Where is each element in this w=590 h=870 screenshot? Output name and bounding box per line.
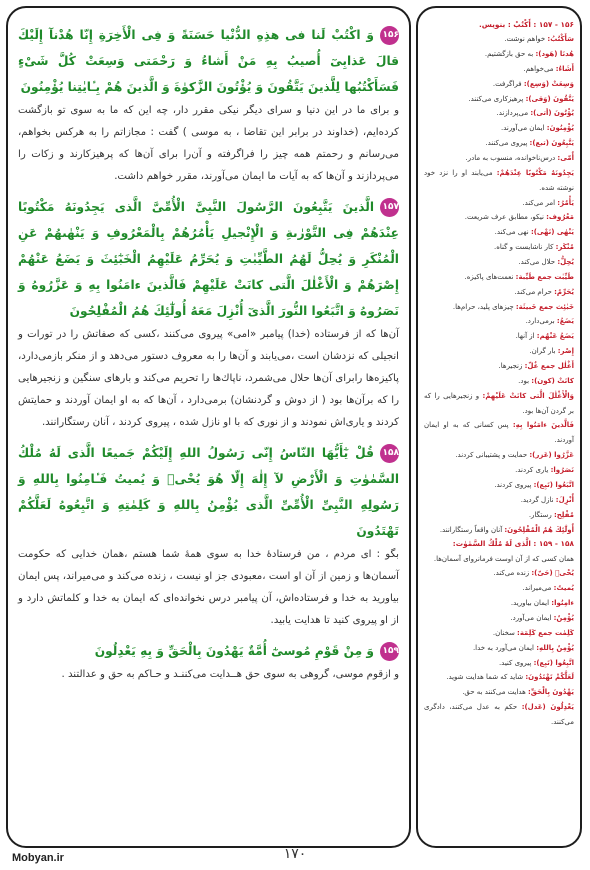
glossary-term: يُؤْمِنُ بِاللهِ: bbox=[536, 643, 574, 652]
glossary-term: يَهْدُونَ بِالْحَقِّ: bbox=[528, 688, 574, 697]
glossary-definition: ايمان مى‌آورد. bbox=[510, 613, 554, 622]
glossary-definition: رستگار. bbox=[528, 510, 554, 519]
glossary-entry bbox=[424, 463, 574, 478]
site-label: Mobyan.ir bbox=[12, 852, 64, 864]
glossary-entry bbox=[424, 121, 574, 136]
glossary-definition: و زنجيرهايى را كه بر گردن آن‌ها بود. bbox=[424, 391, 574, 415]
glossary-definition: مى‌پردازند. bbox=[496, 109, 531, 118]
glossary-definition: مى‌خواهم. bbox=[523, 64, 556, 73]
glossary-definition: فراگرفت. bbox=[492, 79, 524, 88]
verse-arabic bbox=[18, 638, 399, 664]
verse-arabic bbox=[18, 440, 399, 544]
verse-translation: و براى ما در اين دنيا و سراى ديگر نيكى مقرر دار، چه اين كه ما به سوى تو بازگشت كرده‌ايم، (خداوند در برابر اين تقاضا ، به موسى ) گفت : مجازاتم را به هركس بخواهم، مى‌رسانم و رحمتم همه چيز را فراگرفته و آن‌را براى آن‌ها كه پرهيزكارند و زكات را مى‌پردازند و آن‌ها كه به آيات ما ايمان مى‌آورند، مقرر خواهم داشت. bbox=[18, 105, 399, 182]
glossary-entry bbox=[424, 656, 574, 671]
glossary-entry bbox=[424, 196, 574, 211]
glossary-definition: خواهم نوشت. bbox=[504, 35, 548, 44]
verse-arabic-text: قُلْ يٰٓأَيُّهَا النّاسُ إِنّى رَسُولُ اللهِ إِلَيْكُمْ جَميعًا الَّذى لَهُ مُلْكُ السَّمٰوٰتِ وَ الْأَرْضِ لآ إِلٰهَ إِلّا هُوَ يُحْىٖ وَ يُميتُ فَـٔامِنُوا بِاللهِ وَ رَسُولِهِ النَّبِىِّ الْأُمِّىِّ الَّذى يُؤْمِنُ بِاللهِ وَ كَلِمٰتِهِ وَ اتَّبِعُوهُ لَعَلَّكُمْ تَهْتَدُونَ bbox=[18, 446, 399, 538]
verse-translation: آن‌ها كه از فرستاده (خدا) پيامبر «امى» پيروى مى‌كنند ،كسى كه صفاتش را در تورات و انجيلى كه نزدشان است ،مى‌يابند و آن‌ها را به معروف دستور مى‌دهد و از منكر بازمى‌دارد، پاكيزه‌ها رابراى آن‌ها حلال مى‌شمرد، ناپاك‌ها را تحريم مى‌كند و بارهاى سنگين و زنجيرهايى را كه برآن‌ها بود ( از دوش و گردنشان) برمى‌دارد ، آن‌ها كه به او ايمان آوردند و حمايتش كردند و يارى‌اش نمودند و از نورى كه با او نازل شده ، پيروى كردند ، آنان رستگارانند. bbox=[18, 329, 399, 428]
glossary-entry bbox=[424, 418, 574, 448]
verse-number-badge: ۱۵۷ bbox=[380, 198, 399, 217]
glossary-definition: پيروى مى‌كنند. bbox=[485, 139, 530, 148]
verse-arabic-text: وَ مِنْ قَوْمِ مُوسىٰٓ أُمَّةٌ يَهْدُونَ بِالْحَقِّ وَ بِهِ يَعْدِلُونَ bbox=[94, 644, 374, 658]
glossary-entry bbox=[424, 62, 574, 77]
glossary-term: يُحَرِّمُ: bbox=[554, 287, 574, 296]
glossary-definition: حلال مى‌كند. bbox=[518, 258, 558, 267]
glossary-definition: زنده مى‌كند. bbox=[493, 569, 532, 578]
glossary-definition: چيزهاى پليد، حرام‌ها. bbox=[452, 302, 516, 311]
glossary-entry bbox=[424, 240, 574, 255]
glossary-entry bbox=[424, 596, 574, 611]
glossary-entry bbox=[424, 389, 574, 419]
glossary-definition: پرهيزكارى مى‌كنند. bbox=[468, 94, 526, 103]
glossary-entry bbox=[424, 508, 574, 523]
glossary-definition: سخنان. bbox=[492, 628, 518, 637]
page-number: ۱۷۰ bbox=[283, 846, 307, 862]
glossary-term: أُنْزِلَ: bbox=[555, 495, 574, 504]
glossary-term: يَتَّبِعُونَ (تبع): bbox=[529, 139, 574, 148]
glossary-definition: شايد كه شما هدايت شويد. bbox=[446, 673, 526, 682]
verses-panel bbox=[6, 6, 411, 848]
glossary-definition: بود. bbox=[518, 376, 532, 385]
glossary-entry bbox=[424, 581, 574, 596]
glossary-entry bbox=[424, 329, 574, 344]
glossary-term: أُمّى: bbox=[557, 154, 574, 163]
glossary-entry bbox=[424, 448, 574, 463]
glossary-definition: حكم به عدل مى‌كنند، دادگرى مى‌كنند. bbox=[424, 703, 574, 726]
glossary-term: يُؤْمِنُونَ: bbox=[546, 124, 574, 133]
glossary-definition: پس كسانى كه به او ايمان آوردند. bbox=[424, 421, 574, 445]
glossary-entry bbox=[424, 552, 574, 567]
glossary-entry bbox=[424, 92, 574, 107]
glossary-definition: پيروى كنيد. bbox=[498, 658, 534, 667]
glossary-definition: پيروى كردند. bbox=[494, 480, 534, 489]
glossary-entry bbox=[424, 47, 574, 62]
glossary-definition: نازل گرديد. bbox=[520, 495, 556, 504]
glossary-term: يُؤْتُونَ (أتى): bbox=[530, 109, 574, 118]
glossary-term: اتَّبَعُوا (تَبِع): bbox=[533, 480, 574, 489]
glossary-range-heading: ۱۵۸ - ۱۵۹ : الَّذى لَهُ مُلْكُ السَّمٰوٰت: bbox=[452, 539, 574, 549]
verse-number-badge: ۱۵۹ bbox=[380, 642, 399, 661]
glossary-entry bbox=[424, 374, 574, 389]
glossary-entry bbox=[424, 523, 574, 538]
glossary-entry bbox=[424, 151, 574, 166]
glossary-entry bbox=[424, 566, 574, 581]
glossary-term: مُفْلِح: bbox=[553, 510, 574, 519]
glossary-definition: ايمان مى‌آورند. bbox=[500, 124, 547, 133]
glossary-entry bbox=[424, 314, 574, 329]
glossary-term: فَالَّذينَ ءامَنُوا بِهِ: bbox=[512, 421, 574, 430]
glossary-entry bbox=[424, 493, 574, 508]
glossary-entry bbox=[424, 106, 574, 121]
glossary-definition: آنان واقعاً رستگارانند. bbox=[439, 525, 505, 534]
glossary-definition: بار گران. bbox=[529, 347, 558, 356]
verse-block bbox=[18, 440, 399, 632]
verse-block bbox=[18, 22, 399, 188]
glossary-entry bbox=[424, 478, 574, 493]
glossary-entry bbox=[424, 225, 574, 240]
verse-arabic-text: الَّذينَ يَتَّبِعُونَ الرَّسُولَ النَّبِىَّ الْأُمِّىَّ الَّذى يَجِدُونَهُ مَكْتُوبًا عِنْدَهُمْ فِى التَّوْرٰىةِ وَ الْإِنْجيلِ يَأْمُرُهُمْ بِالْمَعْرُوفِ وَ يَنْهٰىهُمْ عَنِ الْمُنْكَرِ وَ يُحِلُّ لَهُمُ الطَّيِّبٰتِ وَ يُحَرِّمُ عَلَيْهِمُ الْخَبٰٓئِثَ وَ يَضَعُ عَنْهُمْ إِصْرَهُمْ وَ الْأَغْلٰلَ الَّتى كانَتْ عَلَيْهِمْ فَالَّذينَ ءامَنُوا بِهِ وَ عَزَّرُوهُ وَ نَصَرُوهُ وَ اتَّبَعُوا النُّورَ الَّذىٓ أُنْزِلَ مَعَهُ أُولٰٓئِكَ هُمُ الْمُفْلِحُونَ bbox=[18, 200, 399, 318]
glossary-definition: نيكو، مطابق عرف شريعت. bbox=[464, 213, 547, 222]
glossary-definition: يارى كردند. bbox=[515, 466, 551, 475]
glossary-entry bbox=[424, 32, 574, 47]
glossary-entry bbox=[424, 77, 574, 92]
glossary-term: كَلِمٰت جمع كَلِمَة: bbox=[517, 628, 574, 637]
glossary-definition: مى‌يابند او را نزد خود نوشته شده. bbox=[424, 168, 574, 192]
glossary-term: سَأَكْتُبُ: bbox=[547, 35, 574, 44]
glossary-term: يَتَّقُونَ (وَقى): bbox=[525, 94, 574, 103]
glossary-term: يَضَعُ عَنْهُم: bbox=[536, 332, 574, 341]
glossary-term: ءامِنُوا: bbox=[551, 599, 574, 608]
glossary-entry bbox=[424, 670, 574, 685]
verse-block bbox=[18, 194, 399, 434]
glossary-term: لَعَلَّكُمْ تَهْتَدُونَ: bbox=[525, 673, 574, 682]
glossary-term: مَعْرُوف: bbox=[546, 213, 574, 222]
glossary-entry bbox=[424, 626, 574, 641]
glossary-term: طَيِّبٰت جمع طَيِّبة: bbox=[515, 272, 574, 281]
glossary-panel bbox=[416, 6, 582, 848]
glossary-term: أَغْلٰل جمع غُلّ: bbox=[524, 362, 574, 371]
glossary-definition: امر مى‌كند. bbox=[522, 198, 558, 207]
glossary-term: نَصَرُوا: bbox=[550, 466, 574, 475]
glossary-definition: از آنها. bbox=[515, 332, 537, 341]
glossary-term: يَأْمُرُ: bbox=[557, 198, 574, 207]
glossary-definition: به حق بازگشتيم. bbox=[484, 50, 536, 58]
glossary-term: هُدنَا (هَود): bbox=[535, 50, 574, 58]
glossary-term: عَزَّرُوا (عَزر): bbox=[529, 451, 574, 460]
glossary-term: يَجِدُونَهُ مَكْتُوبًا عِنْدَهُمْ: bbox=[496, 168, 574, 177]
glossary-entry bbox=[424, 136, 574, 151]
verse-translation: بگو : اى مردم ، من فرستادۀ خدا به سوى همۀ شما هستم ،همان خدايى كه حكومت آسمان‌ها و زمين از آن او است ،معبودى جز او نيست ، زنده مى‌كند و مى‌ميراند، پس ايمان بياوريد به خدا و فرستاده‌اش، آن پيامبر درس نخوانده‌اى كه ايمان به خدا و كلماتش دارد و از او پيروى كنيد تا هدايت يابيد. bbox=[18, 549, 399, 626]
verse-number-badge: ۱۵۶ bbox=[380, 26, 399, 45]
glossary-term: يُحْىٖ (حَىّ): bbox=[531, 569, 574, 578]
glossary-definition: برمى‌دارد. bbox=[525, 317, 557, 326]
glossary-definition: درس‌نا‌خوانده، منسوب به مادر. bbox=[465, 154, 558, 163]
glossary-list bbox=[424, 18, 574, 838]
glossary-definition: ايمان بياوريد. bbox=[510, 599, 552, 608]
glossary-term: كانَتْ (كون): bbox=[531, 376, 574, 385]
verse-block bbox=[18, 638, 399, 686]
glossary-entry bbox=[424, 255, 574, 270]
glossary-term: وَالْأَغْلٰلَ الَّتى كانَتْ عَلَيْهِمْ: bbox=[482, 391, 575, 400]
verse-number-badge: ۱۵۸ bbox=[380, 444, 399, 463]
glossary-term: وَسِعَتْ (وَسِع): bbox=[523, 79, 574, 88]
glossary-term: يُميتُ: bbox=[553, 584, 574, 593]
glossary-term: أُولٰٓئِكَ هُمُ الْمُفْلِحُونَ: bbox=[504, 525, 574, 534]
glossary-definition: حمايت و پشتيبانى كردند. bbox=[455, 451, 530, 460]
glossary-entry bbox=[424, 611, 574, 626]
glossary-term: يَعْدِلُونَ (عَدل): bbox=[521, 703, 574, 712]
glossary-entry bbox=[424, 166, 574, 196]
verse-arabic bbox=[18, 194, 399, 324]
verse-translation: و ازقوم موسى، گروهى به سوى حق هــدايت مى‌كننـد و حـاكم به حق و عدالتند . bbox=[61, 669, 399, 680]
glossary-term: أَشَاءُ: bbox=[555, 64, 574, 73]
glossary-term: يَضَعُ: bbox=[556, 317, 574, 326]
glossary-term: يُؤْمِنُ: bbox=[553, 613, 574, 622]
glossary-term: خَبٰئِث جمع خَبيثَة: bbox=[515, 302, 574, 311]
glossary-entry bbox=[424, 685, 574, 700]
glossary-entry bbox=[424, 210, 574, 225]
glossary-entry bbox=[424, 641, 574, 656]
verses-list bbox=[18, 22, 399, 836]
glossary-entry bbox=[424, 359, 574, 374]
glossary-definition: زنجيرها. bbox=[498, 362, 525, 371]
glossary-definition: همان كسى كه از آن اوست فرمانرواى آسمان‌ها. bbox=[433, 554, 574, 563]
glossary-definition: كار ناشايست و گناه. bbox=[494, 243, 556, 252]
glossary-entry bbox=[424, 270, 574, 285]
verse-arabic bbox=[18, 22, 399, 100]
glossary-definition: حرام مى‌كند. bbox=[514, 287, 555, 296]
glossary-definition: نعمت‌هاى پاكيزه. bbox=[464, 272, 516, 281]
glossary-definition: ايمان مى‌آورد به خدا. bbox=[472, 643, 537, 652]
glossary-definition: مى‌ميراند. bbox=[522, 584, 554, 593]
glossary-range-heading: ۱۵۶ - ۱۵۷ : أَكْتُبْ : بنويس. bbox=[478, 20, 574, 29]
glossary-entry bbox=[424, 344, 574, 359]
glossary-entry bbox=[424, 300, 574, 315]
glossary-term: إِصْر: bbox=[557, 347, 574, 356]
glossary-entry bbox=[424, 285, 574, 300]
glossary-definition: نهى مى‌كند. bbox=[494, 228, 531, 237]
glossary-term: يَنْهٰى (نَهْى): bbox=[530, 228, 574, 237]
glossary-term: مُنْكَر: bbox=[555, 243, 574, 252]
verse-arabic-text: وَ اكْتُبْ لَنا فى هذِهِ الدُّنْيا حَسَنَةً وَ فِى الْأَخِرَةِ إِنّا هُدْنآ إِلَيْكَ قالَ عَذابِىٓ أُصيبُ بِهِ مَنْ أَشاءُ وَ رَحْمَتى وَسِعَتْ كُلَّ شَىْءٍ فَسَأَكْتُبُها لِلَّذينَ يَتَّقُونَ وَ يُؤْتُونَ الزَّكوٰةَ وَ الَّذينَ هُمْ بِـٔايٰتِنا يُؤْمِنُونَ bbox=[18, 28, 399, 94]
glossary-term: يُحِلُّ: bbox=[557, 258, 574, 267]
glossary-term: اتَّبِعُوا (تَبِع): bbox=[533, 658, 574, 667]
glossary-entry bbox=[424, 700, 574, 730]
glossary-definition: هدايت مى‌كنند به حق. bbox=[462, 688, 528, 697]
